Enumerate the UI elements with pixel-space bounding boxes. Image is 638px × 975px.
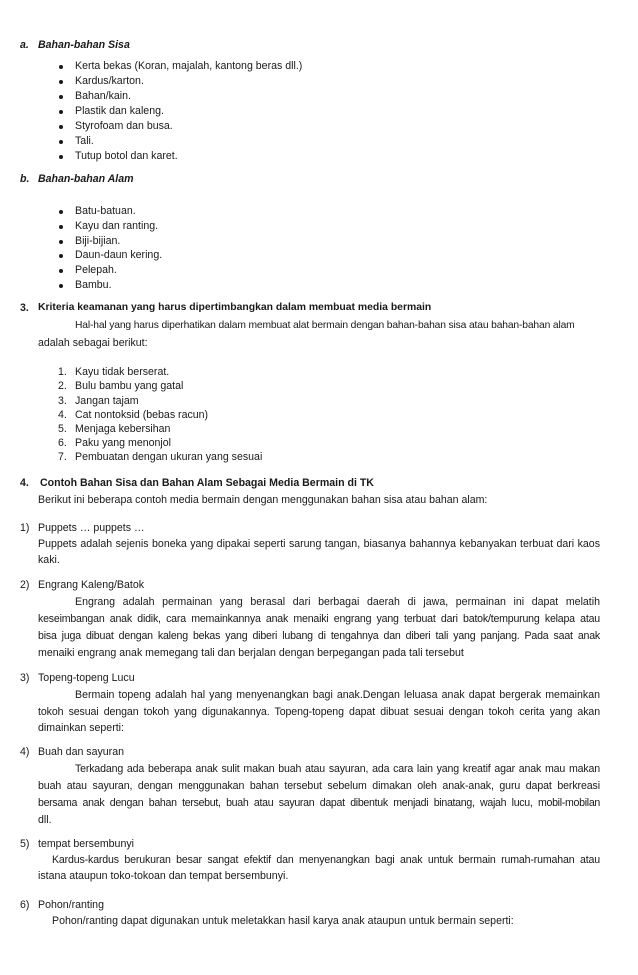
list-number: 7. (58, 451, 67, 463)
section-4-marker: 4. (20, 477, 29, 489)
paragraph-line: Terkadang ada beberapa anak sulit makan buah atau sayuran, ada cara lain yang kreatif agar anak mau makan (75, 764, 600, 775)
list-item: Kardus/karton. (75, 75, 144, 87)
bullet-icon (59, 95, 63, 99)
paragraph-line: menaiki engrang anak memegang tali dan berjalan dengan berpegangan pada tali tersebut (38, 647, 464, 659)
bullet-icon (59, 225, 63, 229)
paragraph-line: Bermain topeng adalah hal yang menyenangkan bagi anak.Dengan leluasa anak dapat bergerak memainkan (75, 690, 600, 701)
section-b-marker: b. (20, 173, 30, 185)
bullet-icon (59, 155, 63, 159)
example-number: 6) (20, 899, 30, 911)
section-3-intro-line: adalah sebagai berikut: (38, 337, 148, 349)
list-item: Biji-bijian. (75, 235, 121, 247)
example-title: Pohon/ranting (38, 899, 104, 911)
list-item: Pelepah. (75, 264, 117, 276)
bullet-icon (59, 269, 63, 273)
list-item: Tali. (75, 135, 94, 147)
list-item: Bulu bambu yang gatal (75, 380, 184, 392)
list-item: Styrofoam dan busa. (75, 120, 173, 132)
list-item: Kerta bekas (Koran, majalah, kantong beras dll.) (75, 60, 303, 72)
list-number: 2. (58, 380, 67, 392)
paragraph-line: keseimbangan anak didik, cara memainkannya anak menaiki engrang yang terbuat dari batok/tempurung kelapa atau (38, 614, 600, 625)
bullet-icon (59, 240, 63, 244)
list-item: Tutup botol dan karet. (75, 150, 178, 162)
list-item: Bambu. (75, 279, 112, 291)
paragraph-line: Kardus-kardus berukuran besar sangat efektif dan menyenangkan bagi anak untuk bermain rumah-rumahan atau (52, 855, 600, 866)
bullet-icon (59, 110, 63, 114)
paragraph-line: Pohon/ranting dapat digunakan untuk meletakkan hasil karya anak ataupun untuk bermain seperti: (52, 915, 514, 927)
list-number: 3. (58, 395, 67, 407)
paragraph-line: Engrang adalah permainan yang berasal dari berbagai daerah di jawa, permainan ini dapat melatih (75, 597, 600, 608)
example-number: 4) (20, 746, 30, 758)
section-3-title: Kriteria keamanan yang harus dipertimbangkan dalam membuat media bermain (38, 302, 432, 313)
example-title: Puppets … puppets … (38, 522, 145, 534)
section-a-title: Bahan-bahan Sisa (38, 39, 130, 51)
bullet-icon (59, 284, 63, 288)
section-4-title: Contoh Bahan Sisa dan Bahan Alam Sebagai Media Bermain di TK (40, 477, 374, 489)
list-number: 6. (58, 437, 67, 449)
paragraph-line: Puppets adalah sejenis boneka yang dipakai seperti sarung tangan, biasanya bahannya kebanyakan terbuat dari kaos (38, 539, 600, 550)
example-title: Topeng-topeng Lucu (38, 672, 135, 684)
list-item: Paku yang menonjol (75, 437, 171, 449)
example-title: Engrang Kaleng/Batok (38, 579, 145, 591)
bullet-icon (59, 80, 63, 84)
example-title: Buah dan sayuran (38, 746, 124, 758)
list-item: Kayu dan ranting. (75, 220, 159, 232)
list-item: Cat nontoksid (bebas racun) (75, 409, 209, 421)
bullet-icon (59, 65, 63, 69)
example-number: 1) (20, 522, 30, 534)
section-b-title: Bahan-bahan Alam (38, 173, 134, 185)
list-item: Batu-batuan. (75, 205, 136, 217)
list-item: Kayu tidak berserat. (75, 366, 170, 378)
list-item: Plastik dan kaleng. (75, 105, 164, 117)
list-item: Bahan/kain. (75, 90, 131, 102)
list-item: Menjaga kebersihan (75, 423, 171, 435)
list-item: Daun-daun kering. (75, 249, 163, 261)
paragraph-line: tokoh sesuai dengan tokoh yang digunakannya. Topeng-topeng dapat dibuat sesuai dengan tokoh cerita yang akan (38, 707, 600, 718)
section-a-marker: a. (20, 39, 29, 51)
example-title: tempat bersembunyi (38, 838, 134, 850)
bullet-icon (59, 140, 63, 144)
paragraph-line: dimainkan seperti: (38, 722, 124, 734)
example-number: 3) (20, 672, 30, 684)
paragraph-line: dll. (38, 814, 52, 826)
bullet-icon (59, 254, 63, 258)
example-number: 5) (20, 838, 30, 850)
example-number: 2) (20, 579, 30, 591)
list-number: 5. (58, 423, 67, 435)
section-4-intro: Berikut ini beberapa contoh media bermain dengan menggunakan bahan sisa atau bahan alam: (38, 494, 488, 506)
bullet-icon (59, 125, 63, 129)
list-item: Jangan tajam (75, 395, 139, 407)
paragraph-line: kaki. (38, 554, 60, 566)
section-3-marker: 3. (20, 302, 29, 314)
list-number: 4. (58, 409, 67, 421)
paragraph-line: bisa juga dibuat dengan kaleng bekas yang diberi lubang di tengahnya dan diberi tali yang panjang. Pada saat anak (38, 631, 600, 642)
bullet-icon (59, 210, 63, 214)
paragraph-line: istana ataupun toko-tokoan dan tempat bersembunyi. (38, 870, 289, 882)
section-3-intro-line: Hal-hal yang harus diperhatikan dalam membuat alat bermain dengan bahan-bahan sisa atau bahan-bahan alam (75, 320, 575, 331)
paragraph-line: buah atau sayuran, dengan menggunakan bahan tersebut sebelum dimakan oleh anak-anak, guru dapat berkreasi (38, 781, 600, 792)
list-item: Pembuatan dengan ukuran yang sesuai (75, 451, 263, 463)
paragraph-line: bersama anak dengan bahan tersebut, buah atau sayuran dapat dibentuk menjadi binatang, wajah lucu, mobil-mobilan (38, 798, 600, 809)
list-number: 1. (58, 366, 67, 378)
